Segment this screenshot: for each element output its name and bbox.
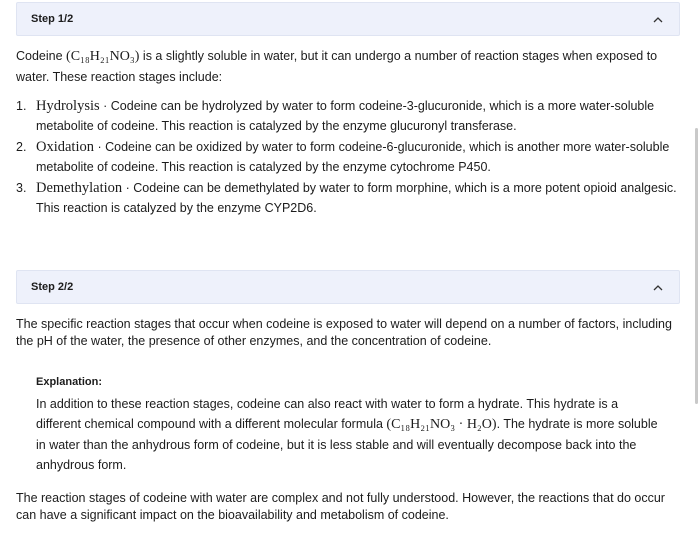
item-number: 1. <box>16 99 27 113</box>
list-item <box>16 96 686 137</box>
item-sep: · <box>94 140 106 154</box>
item-term: Oxidation <box>36 139 94 155</box>
chevron-up-icon[interactable] <box>653 15 663 25</box>
explanation-post: . The hydrate is more soluble in water than the anhydrous form of codeine, but it is less stable and will eventually decompose back into the anhydrous form. <box>36 417 658 472</box>
item-term: Demethylation <box>36 180 123 196</box>
explanation-pre: In addition to these reaction stages, codeine can also react with water to form a hydrate. This hydrate is a different chemical compound with a different molecular formula <box>36 397 619 431</box>
item-number: 3. <box>16 181 27 195</box>
chevron-up-icon[interactable] <box>653 283 663 293</box>
step-2-title: Step 2/2 <box>31 281 74 293</box>
item-sep: · <box>99 99 111 113</box>
hydrate-formula: (C₁₈H₂₁NO₃ · H₂O) <box>386 417 497 432</box>
step-1-intro <box>16 46 680 87</box>
list-item <box>16 178 686 219</box>
explanation-text <box>36 394 666 475</box>
item-term: Hydrolysis <box>36 98 100 114</box>
conclusion-paragraph: The reaction stages of codeine with water are complex and not fully understood. However, the reactions that do occur can have a significant impact on the bioavailability and metabolism of codeine. <box>16 491 665 522</box>
step-2-paragraph: The specific reaction stages that occur when codeine is exposed to water will depend on a number of factors, including the pH of the water, the presence of other enzymes, and the concentration of codeine. <box>16 317 672 348</box>
item-sep: · <box>122 181 134 195</box>
codeine-formula: (C₁₈H₂₁NO₃) <box>66 49 140 64</box>
step-2-header[interactable] <box>16 270 680 304</box>
item-text: Codeine can be oxidized by water to form codeine-6-glucuronide, which is another more water-soluble metabolite of codeine. This reaction is catalyzed by the enzyme cytochrome P450. <box>36 140 670 174</box>
intro-post: is a slightly soluble in water, but it can undergo a number of reaction stages when exposed to water. These reaction stages include: <box>16 49 658 84</box>
scrollbar[interactable] <box>695 128 698 404</box>
item-number: 2. <box>16 140 27 154</box>
step-1-title: Step 1/2 <box>31 13 74 25</box>
item-text: Codeine can be demethylated by water to form morphine, which is a more potent opioid analgesic. This reaction is catalyzed by the enzyme CYP2D6. <box>36 181 677 215</box>
reaction-list <box>16 96 686 219</box>
item-text: Codeine can be hydrolyzed by water to form codeine-3-glucuronide, which is a more water-soluble metabolite of codeine. This reaction is catalyzed by the enzyme glucuronyl transferase. <box>36 99 655 133</box>
intro-pre: Codeine <box>16 49 67 63</box>
list-item <box>16 137 686 178</box>
step-1-header[interactable] <box>16 2 680 36</box>
explanation-label: Explanation: <box>36 376 103 388</box>
